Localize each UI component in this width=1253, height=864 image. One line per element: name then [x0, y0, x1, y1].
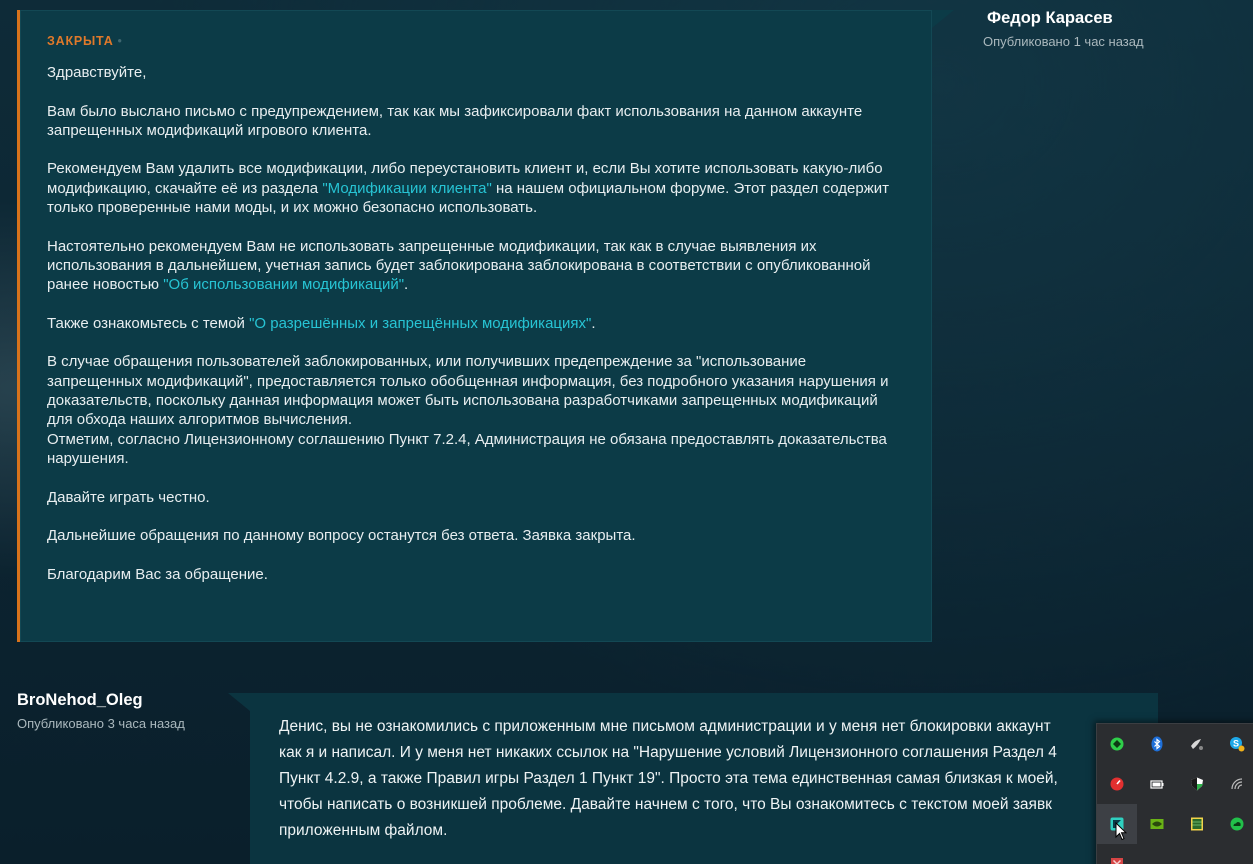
satellite-icon[interactable] [1177, 724, 1217, 764]
user-message-line: как я и написал. И у меня нет никаких ссылок на "Нарушение условий Лицензионного соглашения Раздел 4 [279, 744, 1057, 761]
staff-post-date: Опубликовано 1 час назад [983, 34, 1144, 49]
taskmgr-icon[interactable] [1177, 804, 1217, 844]
shield-icon[interactable] [1177, 764, 1217, 804]
svg-text:S: S [1232, 738, 1240, 749]
skype-icon[interactable] [1217, 724, 1253, 764]
user-message-line: приложенным файлом. [279, 822, 448, 839]
user-message-line: чтобы написать о возникшей проблеме. Давайте начнем с того, что Вы ознакомитесь с текстом моей заявк [279, 796, 1052, 813]
status-badge: ЗАКРЫТА • [47, 34, 123, 48]
user-message-bubble [250, 693, 1158, 864]
staff-reply-bubble [17, 10, 932, 642]
staff-author-block [983, 8, 1144, 49]
staff-author-name[interactable]: Федор Карасев [987, 9, 1113, 27]
greeting-text: Здравствуйте, [47, 64, 147, 81]
user-message-line: Пункт 4.2.9, а также Правил игры Раздел 1 Пункт 19". Просто эта тема единственная самая близкая к моей, [279, 770, 1058, 787]
system-tray-overflow [1096, 723, 1253, 864]
wifi-icon[interactable] [1217, 764, 1253, 804]
bluetooth-icon[interactable] [1137, 724, 1177, 764]
nvidia-icon[interactable] [1137, 804, 1177, 844]
x-app-icon[interactable] [1097, 844, 1137, 864]
paragraph-3: Настоятельно рекомендуем Вам не использовать запрещенные модификации, так как в случае выявления их использования в дальнейшем, учетная запись будет заблокирована заблокирована в соответствии с опубликованной ранее новостью "Об использовании модификаций". [47, 237, 871, 294]
client-mods-link[interactable]: "Модификации клиента" [322, 179, 492, 197]
paragraph-5b: Отметим, согласно Лицензионному соглашению Пункт 7.2.4, Администрация не обязана предоставлять доказательства нарушения. [47, 430, 887, 467]
cloud-icon[interactable] [1217, 804, 1253, 844]
battery-icon[interactable] [1137, 764, 1177, 804]
paragraph-4: Также ознакомьтесь с темой "О разрешённых и запрещённых модификациях". [47, 314, 596, 332]
paragraph-7: Дальнейшие обращения по данному вопросу останутся без ответа. Заявка закрыта. [47, 527, 636, 545]
speedometer-icon[interactable] [1097, 764, 1137, 804]
user-message-line: Денис, вы не ознакомились с приложенным мне письмом администрации и у меня нет блокировки аккаунт [279, 718, 1051, 735]
user-author-block [17, 690, 185, 731]
allowed-mods-topic-link[interactable]: "О разрешённых и запрещённых модификациях" [249, 314, 592, 332]
paragraph-5: В случае обращения пользователей заблокированных, или получивших предепреждение за "использование запрещенных модификаций", предоставляется только обобщенная информация, без подробного указания нарушения и доказательств, поскольку данная информация может быть использована разработчиками запрещенных модификаций для обхода наших алгоритмов вычисления. [47, 353, 889, 429]
mouse-cursor-icon [1115, 822, 1127, 842]
paragraph-2: Рекомендуем Вам удалить все модификации, либо переустановить клиент и, если Вы хотите использовать какую-либо модификацию, скачайте её из раздела "Модификации клиента" на нашем официальном форуме. Этот раздел содержит только проверенные нами моды, и их можно безопасно использовать. [47, 160, 889, 217]
paragraph-6: Давайте играть честно. [47, 488, 210, 506]
user-post-date: Опубликовано 3 часа назад [17, 716, 185, 731]
staff-message-body [47, 63, 897, 584]
mods-usage-news-link[interactable]: "Об использовании модификаций" [163, 276, 405, 294]
user-message-body [279, 714, 1139, 844]
paragraph-1: Вам было выслано письмо с предупреждением, так как мы зафиксировали факт использования на данном аккаунте запрещенных модификаций игрового клиента. [47, 102, 863, 139]
razer-icon[interactable] [1097, 724, 1137, 764]
paragraph-8: Благодарим Вас за обращение. [47, 565, 268, 583]
user-author-name[interactable]: BroNehod_Oleg [17, 691, 143, 709]
